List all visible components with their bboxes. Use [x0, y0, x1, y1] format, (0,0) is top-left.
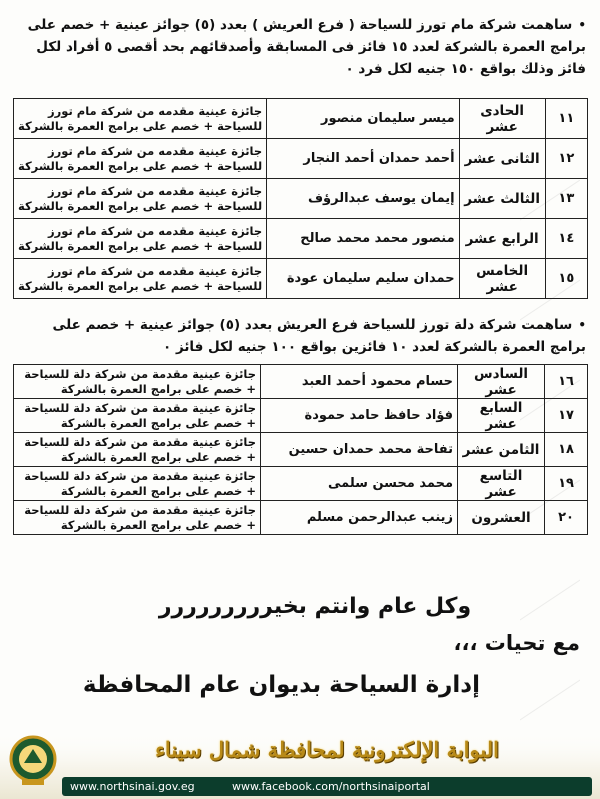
winner-name: محمد محسن سلمى — [261, 467, 458, 501]
winner-name: زينب عبدالرحمن مسلم — [261, 501, 458, 535]
winner-name: ميسر سليمان منصور — [267, 99, 459, 139]
row-number: ١٩ — [545, 467, 588, 501]
winner-name: حمدان سليم سليمان عودة — [267, 259, 459, 299]
section-1-paragraph — [14, 14, 586, 80]
prize-line-2: + خصم على برامج العمرة بالشركة — [60, 517, 256, 532]
table-row — [14, 219, 588, 259]
winner-name: حسام محمود أحمد العبد — [261, 365, 458, 399]
prize-line-1: جائزة عينية مقدمه من شركة مام تورز — [48, 223, 263, 238]
prize-line-2: للسياحة + خصم على برامج العمرة بالشركة — [18, 198, 263, 213]
winner-name: إيمان يوسف عبدالرؤف — [267, 179, 459, 219]
bullet-icon: • — [578, 318, 586, 332]
prize-line-2: + خصم على برامج العمرة بالشركة — [60, 483, 256, 498]
prize-line-2: للسياحة + خصم على برامج العمرة بالشركة — [18, 118, 263, 133]
section-2-paragraph — [14, 314, 586, 358]
prize-description — [14, 179, 267, 219]
prize-line-2: للسياحة + خصم على برامج العمرة بالشركة — [18, 278, 263, 293]
winner-name: تفاحة محمد حمدان حسين — [261, 433, 458, 467]
prize-description — [14, 139, 267, 179]
prize-line-1: جائزة عينية مقدمة من شركة دلة للسياحة — [24, 468, 256, 483]
winner-rank: الرابع عشر — [459, 219, 545, 259]
winner-rank: العشرون — [458, 501, 545, 535]
winner-rank: السابع عشر — [458, 399, 545, 433]
prize-line-1: جائزة عينية مقدمة من شركة دلة للسياحة — [24, 502, 256, 517]
prize-line-2: + خصم على برامج العمرة بالشركة — [60, 449, 256, 464]
table-row — [14, 467, 588, 501]
row-number: ١٨ — [545, 433, 588, 467]
row-number: ١٧ — [545, 399, 588, 433]
winner-rank: الثالث عشر — [459, 179, 545, 219]
row-number: ١٣ — [545, 179, 587, 219]
table-row — [14, 433, 588, 467]
prize-line-1: جائزة عينية مقدمة من شركة دلة للسياحة — [24, 366, 256, 381]
table-row — [14, 139, 588, 179]
prize-line-1: جائزة عينية مقدمه من شركة مام تورز — [48, 183, 263, 198]
prize-line-2: + خصم على برامج العمرة بالشركة — [60, 415, 256, 430]
row-number: ١٤ — [545, 219, 587, 259]
prize-description — [14, 259, 267, 299]
prize-line-1: جائزة عينية مقدمه من شركة مام تورز — [48, 103, 263, 118]
prize-line-1: جائزة عينية مقدمه من شركة مام تورز — [48, 263, 263, 278]
winners-table-1 — [13, 98, 588, 299]
table-row — [14, 399, 588, 433]
row-number: ١٦ — [545, 365, 588, 399]
row-number: ١٢ — [545, 139, 587, 179]
section-2-text: ساهمت شركة دلة تورز للسياحة فرع العريش بعدد (٥) جوائز عينية + خصم على برامج العمرة بالشركة لعدد ١٠ فائزين بواقع ١٠٠ جنيه لكل فائز ٠ — [52, 317, 586, 355]
prize-description — [14, 399, 261, 433]
prize-line-2: للسياحة + خصم على برامج العمرة بالشركة — [18, 238, 263, 253]
prize-description — [14, 501, 261, 535]
winner-name: منصور محمد محمد صالح — [267, 219, 459, 259]
table-row — [14, 501, 588, 535]
portal-title: البوابة الإلكترونية لمحافظة شمال سيناء — [155, 737, 499, 762]
regards-line: مع تحيات ،،، — [453, 631, 580, 655]
governorate-emblem-icon — [8, 733, 58, 789]
website-link[interactable]: www.northsinai.gov.eg — [70, 780, 195, 793]
table-row — [14, 259, 588, 299]
signature-department: إدارة السياحة بديوان عام المحافظة — [82, 672, 480, 698]
winner-rank: التاسع عشر — [458, 467, 545, 501]
prize-line-1: جائزة عينية مقدمة من شركة دلة للسياحة — [24, 434, 256, 449]
row-number: ١١ — [545, 99, 587, 139]
row-number: ٢٠ — [545, 501, 588, 535]
prize-description — [14, 99, 267, 139]
winner-rank: السادس عشر — [458, 365, 545, 399]
prize-line-2: للسياحة + خصم على برامج العمرة بالشركة — [18, 158, 263, 173]
prize-description — [14, 365, 261, 399]
winners-table-2 — [13, 364, 588, 535]
prize-description — [14, 219, 267, 259]
facebook-link[interactable]: www.facebook.com/northsinaiportal — [232, 780, 430, 793]
table-row — [14, 99, 588, 139]
winner-rank: الحادى عشر — [459, 99, 545, 139]
table-row — [14, 179, 588, 219]
prize-description — [14, 467, 261, 501]
winner-name: فؤاد حافظ حامد حمودة — [261, 399, 458, 433]
prize-line-1: جائزة عينية مقدمه من شركة مام تورز — [48, 143, 263, 158]
prize-line-1: جائزة عينية مقدمة من شركة دلة للسياحة — [24, 400, 256, 415]
greeting-line: وكل عام وانتم بخيررررررررر — [158, 594, 472, 619]
section-1-text: ساهمت شركة مام تورز للسياحة ( فرع العريش ) بعدد (٥) جوائز عينية + خصم على برامج العمرة بالشركة لعدد ١٥ فائز فى المسابقة وأصدقائهم بحد أقصى ٥ أفراد لكل فائز وذلك بواقع ١٥٠ جنيه لكل فرد ٠ — [27, 17, 586, 77]
winner-rank: الثانى عشر — [459, 139, 545, 179]
winner-rank: الخامس عشر — [459, 259, 545, 299]
winner-name: أحمد حمدان أحمد النجار — [267, 139, 459, 179]
prize-line-2: + خصم على برامج العمرة بالشركة — [60, 381, 256, 396]
prize-description — [14, 433, 261, 467]
table-row — [14, 365, 588, 399]
winner-rank: الثامن عشر — [458, 433, 545, 467]
footer-links — [62, 777, 592, 796]
row-number: ١٥ — [545, 259, 587, 299]
bullet-icon: • — [578, 18, 586, 32]
